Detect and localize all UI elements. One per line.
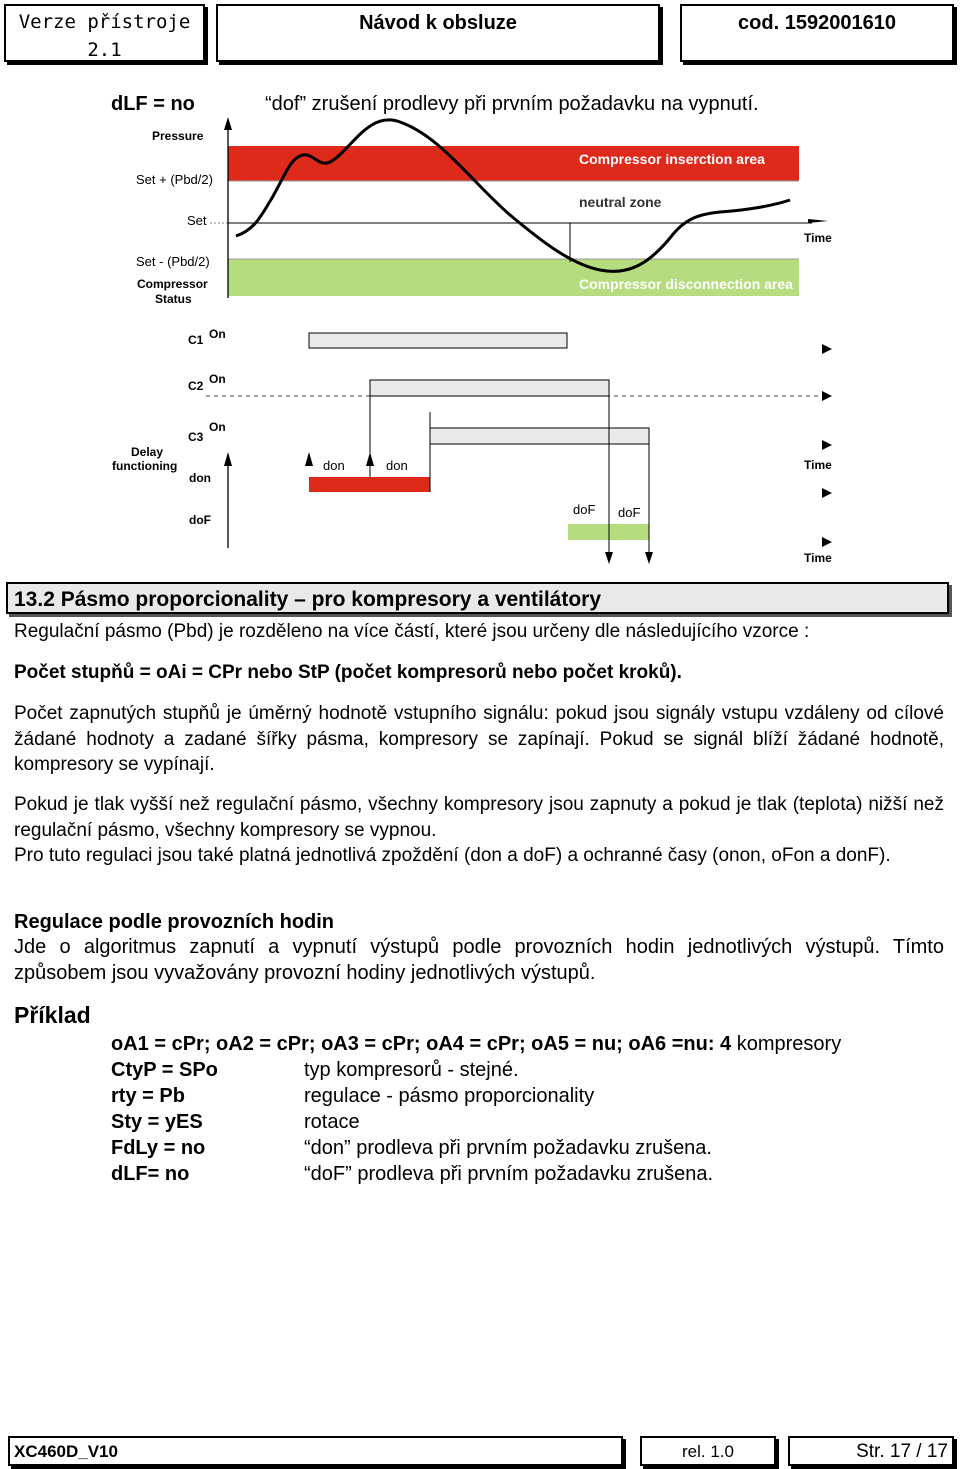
example-line-1-rest: kompresory bbox=[731, 1033, 842, 1055]
time-label-3: Time bbox=[804, 551, 832, 565]
footer-page-box bbox=[788, 1436, 954, 1466]
paragraph-1: Počet zapnutých stupňů je úměrný hodnotě vstupního signálu: pokud jsou signály vstupu vzdáleny od cílové žádané hodnoty a zadané šířky pásma, kompresory se zapínají. Pokud se signál blíží žádané hodnotě, kompresory se vypínají. bbox=[14, 703, 944, 775]
example-param: dLF= no bbox=[111, 1163, 190, 1185]
dof-row-label: doF bbox=[189, 513, 211, 527]
example-desc: typ kompresorů - stejné. bbox=[304, 1059, 519, 1081]
c2-arrow-icon bbox=[822, 391, 832, 401]
footer-page: Str. 17 / 17 bbox=[856, 1441, 948, 1462]
footer-model: XC460D_V10 bbox=[14, 1442, 118, 1461]
example-desc: “doF” prodleva při prvním požadavku zrušena. bbox=[304, 1163, 714, 1185]
example-param: CtyP = SPo bbox=[111, 1059, 218, 1081]
formula-line: Počet stupňů = oAi = CPr nebo StP (počet kompresorů nebo počet kroků). bbox=[14, 662, 682, 683]
c2-bar bbox=[370, 380, 609, 396]
dof-label-1: doF bbox=[573, 502, 596, 517]
example-line-1 bbox=[111, 1033, 841, 1056]
c2-on-label: On bbox=[209, 372, 226, 386]
c3-label: C3 bbox=[188, 430, 204, 444]
don-up-arrow-1 bbox=[224, 452, 232, 466]
section-title: 13.2 Pásmo proporcionality – pro kompresory a ventilátory bbox=[14, 588, 602, 611]
header-version: Verze přístroje 2.1 bbox=[18, 11, 191, 61]
hours-text: Jde o algoritmus zapnutí a vypnutí výstupů podle provozních hodin jednotlivých výstupů. Tímto způsobem jsou vyvažovány provozní hodiny jednotlivých výstupů. bbox=[14, 936, 944, 984]
footer-release: rel. 1.0 bbox=[682, 1442, 734, 1461]
pressure-curve bbox=[236, 120, 790, 272]
example-line-1-params: oA1 = cPr; oA2 = cPr; oA3 = cPr; oA4 = cPr; oA5 = nu; oA6 =nu: 4 bbox=[111, 1033, 732, 1055]
pressure-arrow-icon bbox=[224, 117, 232, 130]
don-label-2: don bbox=[386, 458, 408, 473]
example-desc: “don” prodleva při prvním požadavku zrušena. bbox=[304, 1137, 712, 1159]
c1-label: C1 bbox=[188, 333, 204, 347]
delay-label: Delay bbox=[131, 445, 164, 459]
set-plus-label: Set + (Pbd/2) bbox=[136, 172, 213, 187]
pressure-label: Pressure bbox=[152, 129, 204, 143]
paragraph-2: Pokud je tlak vyšší než regulační pásmo, všechny kompresory jsou zapnuty a pokud je tlak (teplota) nižší než regulační pásmo, všechny kompresory se vypnou. bbox=[14, 794, 944, 841]
set-minus-label: Set - (Pbd/2) bbox=[136, 254, 210, 269]
don-time-arrow-icon bbox=[822, 488, 832, 498]
footer-release-box bbox=[640, 1436, 776, 1466]
example-param: FdLy = no bbox=[111, 1137, 206, 1159]
dlf-description: “dof” zrušení prodlevy při prvním požadavku na vypnutí. bbox=[265, 93, 759, 115]
dof-down-arrow-1 bbox=[605, 552, 613, 564]
time-label-1: Time bbox=[804, 231, 832, 245]
disconnection-zone-label: Compressor disconnection area bbox=[579, 276, 793, 292]
status-label: Status bbox=[155, 292, 192, 306]
c3-bar bbox=[430, 428, 649, 444]
c3-arrow-icon bbox=[822, 440, 832, 450]
intro-paragraph: Regulační pásmo (Pbd) je rozděleno na více částí, které jsou určeny dle následujícího vzorce : bbox=[14, 621, 810, 642]
header-title: Návod k obsluze bbox=[359, 12, 517, 34]
don-up-arrow-2 bbox=[305, 452, 313, 466]
c3-on-label: On bbox=[209, 420, 226, 434]
example-desc: rotace bbox=[304, 1111, 360, 1133]
don-bar bbox=[309, 477, 430, 492]
header-code: cod. 1592001610 bbox=[738, 12, 896, 34]
insertion-zone-label: Compressor inserction area bbox=[579, 151, 765, 167]
c1-bar bbox=[309, 333, 567, 348]
compressor-label: Compressor bbox=[137, 277, 208, 291]
c1-arrow-icon bbox=[822, 344, 832, 354]
c1-on-label: On bbox=[209, 327, 226, 341]
c2-label: C2 bbox=[188, 379, 204, 393]
dof-down-arrow-2 bbox=[645, 552, 653, 564]
footer-model-box bbox=[8, 1436, 623, 1466]
dof-label-2: doF bbox=[618, 505, 641, 520]
example-param: rty = Pb bbox=[111, 1085, 185, 1107]
time-label-2: Time bbox=[804, 458, 832, 472]
time-arrow-icon bbox=[808, 219, 828, 223]
example-param: Sty = yES bbox=[111, 1111, 203, 1133]
don-row-label: don bbox=[189, 471, 211, 485]
don-label-1: don bbox=[323, 458, 345, 473]
dlf-param: dLF = no bbox=[111, 93, 195, 115]
example-desc: regulace - pásmo proporcionality bbox=[304, 1085, 595, 1107]
paragraph-3: Pro tuto regulaci jsou také platná jednotlivá zpoždění (don a doF) a ochranné časy (onon, oFon a donF). bbox=[14, 845, 891, 866]
neutral-zone-label: neutral zone bbox=[579, 194, 662, 210]
functioning-label: functioning bbox=[112, 459, 178, 473]
hours-title: Regulace podle provozních hodin bbox=[14, 911, 335, 933]
example-title: Příklad bbox=[14, 1002, 91, 1028]
dof-time-arrow-icon bbox=[822, 537, 832, 547]
section-title-box bbox=[6, 582, 949, 614]
set-label: Set bbox=[187, 213, 207, 228]
